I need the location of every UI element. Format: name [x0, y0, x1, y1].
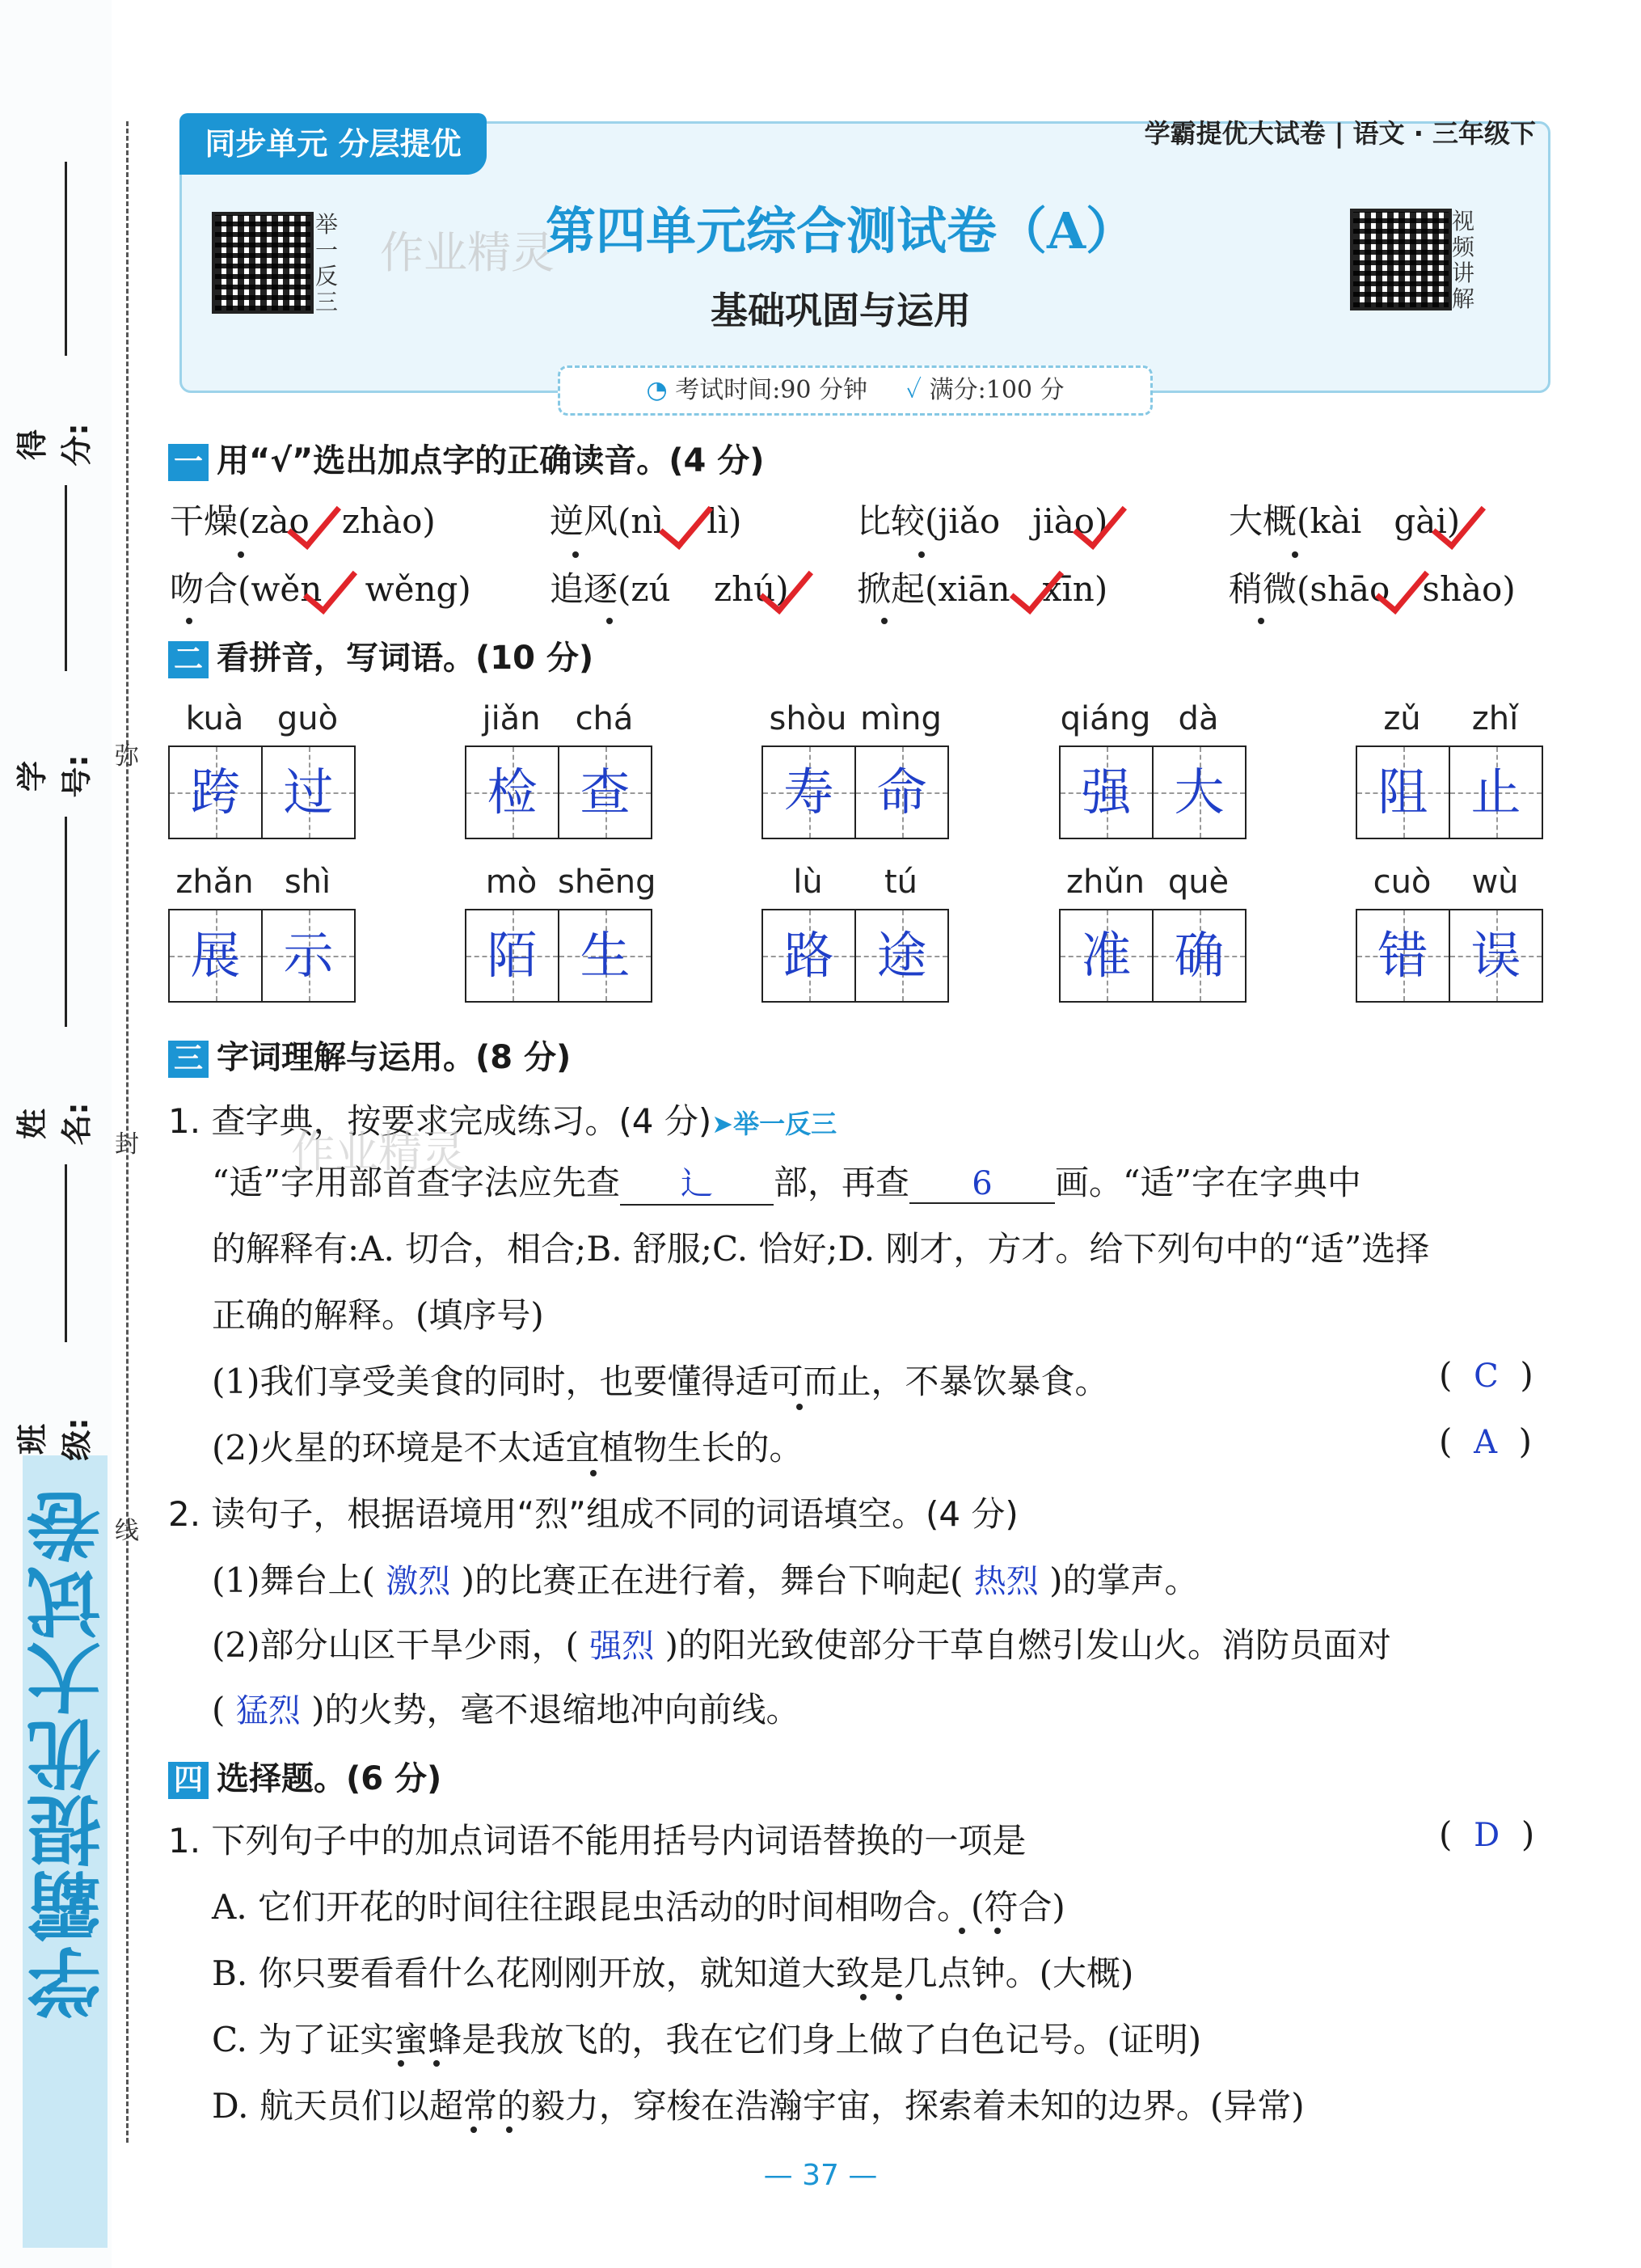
radical-answer: 辶: [620, 1158, 774, 1206]
written-character: 阻: [1377, 762, 1428, 821]
pinyin-syllable: zhǎn: [175, 864, 254, 901]
pinyin-syllable: mò: [485, 864, 538, 901]
question-3-2-line-1: (1)舞台上( 激烈 )的比赛正在进行着，舞台下响起( 热烈 )的掌声。: [212, 1561, 1199, 1600]
written-character: 途: [876, 926, 927, 985]
tian-grid: [1356, 909, 1543, 1003]
id-line: [65, 485, 67, 671]
emphasis-dot: [506, 2127, 513, 2133]
emphasis-dot: [470, 2127, 477, 2133]
name-label: 姓名:: [15, 1102, 95, 1146]
grid-box: [170, 747, 263, 838]
fill-answer: 猛烈: [235, 1692, 301, 1730]
grid-box: [1450, 910, 1542, 1001]
practice-tag[interactable]: ➤举一反三: [711, 1109, 837, 1139]
pinyin-item: 逆风(nì lì): [550, 501, 742, 541]
emphasis-dot: [796, 1404, 803, 1410]
question-3-1: 1. 查字典，按要求完成练习。(4 分)➤举一反三: [168, 1101, 837, 1141]
fill-answer: 激烈: [386, 1563, 451, 1600]
written-character: 检: [487, 762, 538, 821]
question-3-1-line-3: 正确的解释。(填序号): [212, 1295, 544, 1335]
qr-right-caption: 视频讲解: [1452, 208, 1475, 312]
grid-box: [1061, 747, 1154, 838]
pinyin-item: 干燥(zào zhào): [170, 501, 436, 541]
option-b: B. 你只要看看什么花刚刚开放，就知道大致是几点钟。(大概): [212, 1953, 1134, 1993]
question-3-1-sentence-2: (2)火星的环境是不太适宜植物生长的。: [212, 1428, 804, 1468]
pinyin-syllable: zǔ: [1383, 700, 1421, 737]
pinyin-syllable: chá: [575, 700, 634, 737]
section-title: 看拼音，写词语。(10 分): [217, 640, 594, 677]
section-title: 用“√”选出加点字的正确读音。(4 分): [217, 442, 765, 479]
written-character: 跨: [190, 762, 241, 821]
score-line: [65, 162, 67, 356]
section-title: 字词理解与运用。(8 分): [217, 1039, 572, 1076]
grid-box: [466, 910, 559, 1001]
written-character: 寿: [783, 762, 834, 821]
emphasis-dot: [186, 618, 192, 624]
spine-title: 学霸提优大试卷: [26, 1488, 113, 2020]
pinyin-syllable: mìng: [860, 700, 942, 737]
watermark: 作业精灵: [291, 1126, 466, 1177]
emphasis-dot: [572, 551, 579, 558]
stroke-answer: 6: [909, 1165, 1055, 1204]
answer-paren: ( A ): [1439, 1421, 1533, 1461]
emphasis-dot: [433, 2060, 440, 2067]
grid-box: [170, 910, 263, 1001]
page-title: 第四单元综合测试卷（A）: [545, 201, 1137, 260]
exam-time: 考试时间:90 分钟: [675, 376, 868, 404]
pinyin-syllable: lù: [793, 864, 823, 901]
written-character: 强: [1081, 762, 1132, 821]
name-line: [65, 817, 67, 1027]
pinyin-item: 追逐(zú zhú): [550, 569, 789, 609]
question-3-2-line-2: (2)部分山区干旱少雨，( 强烈 )的阳光致使部分干草自燃引发山火。消防员面对: [212, 1625, 1391, 1665]
pinyin-item: 掀起(xiān xīn): [857, 569, 1108, 609]
fill-answer: 热烈: [973, 1563, 1039, 1600]
emphasis-dot: [896, 1994, 902, 2000]
grid-box: [1154, 910, 1245, 1001]
page-number: — 37 —: [763, 2159, 878, 2192]
written-character: 展: [190, 926, 241, 985]
cut-mark: 封: [115, 1130, 139, 1159]
option-d: D. 航天员们以超常的毅力，穿梭在浩瀚宇宙，探索着未知的边界。(异常): [212, 2086, 1305, 2126]
tian-grid: [761, 745, 949, 839]
grid-box: [763, 910, 856, 1001]
cut-mark: 线: [115, 1517, 139, 1545]
emphasis-dot: [994, 1928, 1001, 1934]
pinyin-syllable: dà: [1178, 700, 1219, 737]
emphasis-dot: [1292, 551, 1298, 558]
grid-box: [1357, 747, 1450, 838]
pinyin-item: 吻合(wěn wěng): [170, 569, 471, 609]
qr-code-right[interactable]: [1350, 209, 1452, 310]
pinyin-syllable: zhǔn: [1065, 864, 1145, 901]
pinyin-syllable: jiǎn: [482, 700, 541, 737]
pinyin-item: 比较(jiǎo jiào): [857, 501, 1108, 541]
question-4-1: 1. 下列句子中的加点词语不能用括号内词语替换的一项是: [168, 1821, 1027, 1860]
grid-box: [1061, 910, 1154, 1001]
emphasis-dot: [1258, 618, 1264, 624]
grid-box: [466, 747, 559, 838]
written-character: 路: [783, 926, 834, 985]
qr-left-caption: 举一反三: [315, 211, 339, 315]
section-2-heading: [168, 632, 593, 678]
option-a: A. 它们开花的时间往往跟昆虫活动的时间相吻合。(符合): [212, 1887, 1065, 1927]
written-character: 误: [1470, 926, 1521, 985]
option-c: C. 为了证实蜜蜂是我放飞的，我在它们身上做了白色记号。(证明): [212, 2020, 1202, 2059]
section-number: 四: [168, 1762, 209, 1799]
question-3-2-line-3: ( 猛烈 )的火势，毫不退缩地冲向前线。: [212, 1690, 800, 1730]
written-character: 生: [580, 926, 631, 985]
emphasis-dot: [590, 1470, 597, 1476]
series-title: 学霸提优大试卷 | 语文 · 三年级下: [1144, 118, 1536, 149]
section-number: 一: [168, 444, 209, 481]
tian-grid: [168, 909, 356, 1003]
grid-box: [856, 747, 947, 838]
written-character: 确: [1174, 926, 1225, 985]
section-1-heading: [168, 435, 765, 481]
pinyin-syllable: wù: [1471, 864, 1519, 901]
grid-box: [263, 910, 354, 1001]
pinyin-syllable: cuò: [1373, 864, 1432, 901]
written-character: 陌: [487, 926, 538, 985]
tian-grid: [465, 745, 652, 839]
section-number: 二: [168, 641, 209, 678]
emphasis-dot: [606, 618, 613, 624]
class-label: 班级:: [15, 1417, 95, 1461]
written-character: 准: [1081, 926, 1132, 985]
cut-mark: 弥: [115, 742, 139, 771]
pinyin-syllable: kuà: [185, 700, 244, 737]
grid-box: [559, 910, 651, 1001]
tian-grid: [1059, 745, 1247, 839]
class-line: [65, 1164, 67, 1342]
tian-grid: [465, 909, 652, 1003]
id-label: 学号:: [15, 754, 95, 798]
written-character: 错: [1377, 926, 1428, 985]
section-title: 选择题。(6 分): [217, 1760, 442, 1797]
emphasis-dot: [238, 551, 244, 558]
emphasis-dot: [959, 1928, 965, 1934]
grid-box: [763, 747, 856, 838]
pinyin-syllable: shēng: [558, 864, 656, 901]
tian-grid: [761, 909, 949, 1003]
pinyin-item: 大概(kài gài): [1229, 501, 1461, 541]
grid-box: [856, 910, 947, 1001]
grid-box: [1450, 747, 1542, 838]
grid-box: [263, 747, 354, 838]
pinyin-syllable: tú: [884, 864, 918, 901]
tian-grid: [1356, 745, 1543, 839]
exam-info: [558, 365, 1153, 416]
emphasis-dot: [881, 618, 888, 624]
watermark: 作业精灵: [380, 227, 555, 278]
emphasis-dot: [860, 1994, 867, 2000]
full-score: 满分:100 分: [929, 376, 1065, 404]
question-3-1-line-2: 的解释有:A. 切合，相合;B. 舒服;C. 恰好;D. 刚才，方才。给下列句中的“适”选择: [212, 1229, 1430, 1269]
written-character: 查: [580, 762, 631, 821]
pinyin-syllable: què: [1167, 864, 1230, 901]
tian-grid: [168, 745, 356, 839]
emphasis-dot: [398, 2060, 404, 2067]
pinyin-syllable: guò: [276, 700, 339, 737]
section-4-heading: [168, 1753, 441, 1799]
answer-paren: ( D ): [1439, 1814, 1535, 1854]
written-character: 示: [283, 926, 334, 985]
pinyin-syllable: shì: [284, 864, 331, 901]
question-3-2: 2. 读句子，根据语境用“烈”组成不同的词语填空。(4 分): [168, 1494, 1019, 1534]
section-number: 三: [168, 1041, 209, 1078]
grid-box: [1154, 747, 1245, 838]
question-3-1-sentence-1: (1)我们享受美食的同时，也要懂得适可而止，不暴饮暴食。: [212, 1362, 1109, 1401]
written-character: 命: [876, 762, 927, 821]
score-label: 得分:: [15, 423, 95, 467]
sync-tag: 同步单元 分层提优: [179, 113, 487, 175]
pinyin-syllable: zhǐ: [1471, 700, 1519, 737]
clock-icon: ◔: [646, 376, 668, 404]
pinyin-syllable: qiáng: [1060, 700, 1151, 737]
page-subtitle: 基础巩固与运用: [711, 289, 971, 332]
emphasis-dot: [918, 551, 925, 558]
check-circle-icon: ✓: [905, 376, 922, 404]
pinyin-syllable: shòu: [769, 700, 847, 737]
written-character: 大: [1174, 762, 1225, 821]
fill-answer: 强烈: [589, 1628, 655, 1665]
tian-grid: [1059, 909, 1247, 1003]
pinyin-item: 稍微(shāo shào): [1229, 569, 1516, 609]
section-3-heading: [168, 1032, 571, 1078]
written-character: 止: [1470, 762, 1521, 821]
question-3-1-line-1: “适”字用部首查字法应先查 辶 部，再查 6 画。“适”字在字典中: [212, 1156, 1361, 1206]
answer-paren: ( C ): [1439, 1355, 1533, 1395]
written-character: 过: [283, 762, 334, 821]
grid-box: [559, 747, 651, 838]
qr-code-left[interactable]: [212, 212, 314, 314]
grid-box: [1357, 910, 1450, 1001]
